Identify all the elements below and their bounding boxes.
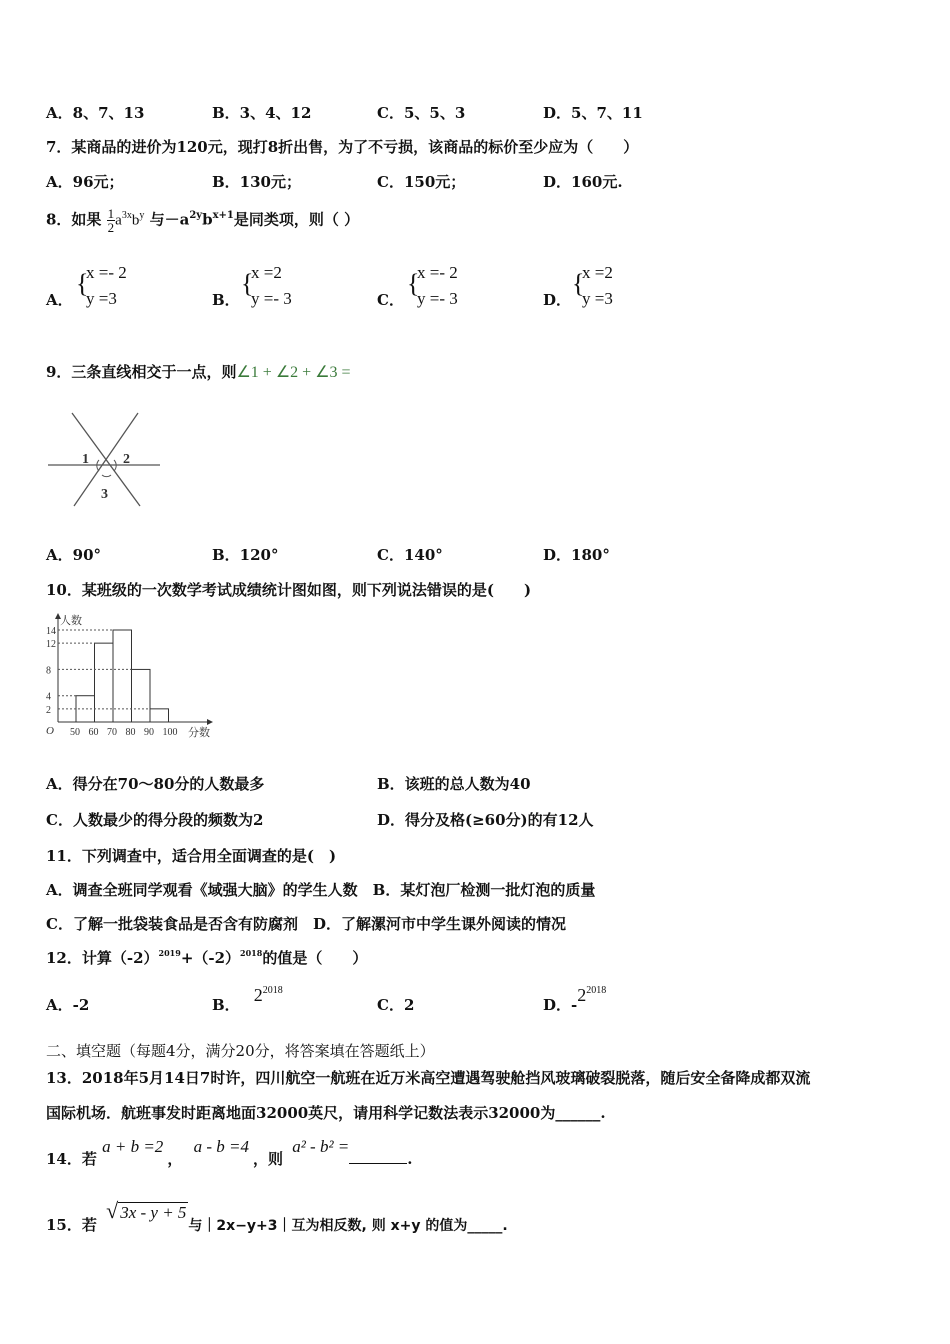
q15-radicand: 3x - y + 5 bbox=[120, 1203, 187, 1222]
y-tick-12: 12 bbox=[46, 639, 56, 651]
q9-label-2: 2 bbox=[123, 452, 130, 467]
q9-label-3: 3 bbox=[101, 487, 108, 502]
q9-angle-expression: ∠1 + ∠2 + ∠3 = bbox=[236, 364, 351, 381]
bar-90-100 bbox=[150, 709, 169, 722]
q6-option-b: B．3、4、12 bbox=[212, 104, 312, 122]
q8-option-a-system: { x =- 2 y =3 bbox=[76, 263, 127, 308]
q8-suffix: 是同类项，则（ ） bbox=[233, 210, 360, 229]
q13-line2: 国际机场．航班事发时距离地面32000英尺，请用科学记数法表示32000为______. bbox=[46, 1104, 606, 1122]
y-tick-4: 4 bbox=[46, 691, 51, 703]
q10-histogram bbox=[44, 610, 224, 745]
q12-stem-a: 12．计算（-2） bbox=[46, 949, 159, 967]
q8-b-line2: y =- 3 bbox=[251, 289, 292, 308]
q8-term1b: b bbox=[131, 212, 140, 229]
q10-stem: 10．某班级的一次数学考试成绩统计图如图，则下列说法错误的是( ) bbox=[46, 581, 532, 599]
q14-sep: ， bbox=[167, 1150, 183, 1168]
x-axis-label: 分数 bbox=[188, 726, 210, 739]
origin-label: O bbox=[46, 725, 54, 737]
q12-b-label: B． bbox=[212, 996, 240, 1014]
x-tick-70: 70 bbox=[107, 727, 117, 738]
q8-option-b-system: { x =2 y =- 3 bbox=[241, 263, 292, 308]
q10-option-d: D．得分及格(≥60分)的有12人 bbox=[377, 811, 594, 829]
x-tick-50: 50 bbox=[70, 727, 80, 738]
q10-option-b: B．该班的总人数为40 bbox=[377, 775, 531, 793]
q9-angle-arc-3 bbox=[102, 475, 111, 477]
q12-option-b bbox=[212, 985, 283, 1014]
q12-b-exp: 2018 bbox=[262, 985, 283, 996]
x-tick-100: 100 bbox=[162, 727, 178, 738]
q8-prefix: 8．如果 bbox=[46, 210, 102, 229]
q12-stem-b: +（-2） bbox=[180, 949, 241, 967]
y-tick-2: 2 bbox=[46, 704, 51, 716]
q9-stem bbox=[46, 361, 351, 382]
q9-label-1: 1 bbox=[82, 452, 89, 467]
q8-d-line2: y =3 bbox=[582, 289, 613, 308]
q15-suffix: 与｜2x−y+3｜互为相反数, 则 x+y 的值为_____. bbox=[188, 1218, 508, 1234]
q9-option-a: A．90° bbox=[46, 546, 102, 564]
q6-option-a: A．8、7、13 bbox=[46, 104, 145, 122]
q8-stem bbox=[46, 207, 359, 234]
q15-radical-sign: √ bbox=[106, 1198, 119, 1223]
q6-option-d: D．5、7、11 bbox=[543, 104, 643, 122]
q8-term1b-exp: y bbox=[139, 209, 145, 221]
q15-prefix: 15．若 bbox=[46, 1216, 97, 1234]
q8-option-b-label: B． bbox=[212, 291, 240, 309]
x-tick-90: 90 bbox=[144, 727, 154, 738]
q8-term2-exp: 2y bbox=[189, 209, 203, 221]
q14-stem bbox=[46, 1136, 413, 1168]
q12-stem bbox=[46, 947, 367, 968]
bar-80-90 bbox=[132, 669, 151, 722]
q12-d-label: D．- bbox=[543, 996, 578, 1014]
q7-option-c: C．150元； bbox=[377, 173, 466, 191]
q7-option-a: A．96元； bbox=[46, 173, 124, 191]
q12-b-base: 2 bbox=[253, 985, 263, 1005]
q8-b-line1: x =2 bbox=[251, 263, 282, 282]
q13-line1: 13．2018年5月14日7时许，四川航空一航班在近万米高空遭遇驾驶舱挡风玻璃破裂脱落，随后安全备降成都双流 bbox=[46, 1069, 811, 1087]
q7-option-d: D．160元. bbox=[543, 173, 623, 191]
q8-option-a-label: A． bbox=[46, 291, 73, 309]
bar-70-80 bbox=[113, 630, 132, 722]
q8-term1-exp: 3x bbox=[121, 209, 132, 221]
q8-fraction bbox=[107, 207, 116, 234]
q15-stem bbox=[46, 1198, 508, 1234]
q11-options-line2: C．了解一批袋装食品是否含有防腐剂 D．了解漯河市中学生课外阅读的情况 bbox=[46, 915, 566, 933]
q8-term1: a bbox=[115, 212, 122, 229]
q9-option-c: C．140° bbox=[377, 546, 443, 564]
q14-expression: a² - b² = bbox=[292, 1137, 350, 1156]
q10-option-a: A．得分在70～80分的人数最多 bbox=[46, 775, 265, 793]
q11-stem: 11．下列调查中，适合用全面调查的是( ) bbox=[46, 847, 337, 865]
x-tick-60: 60 bbox=[88, 727, 99, 738]
q8-d-line1: x =2 bbox=[582, 263, 613, 282]
q12-d-base: 2 bbox=[577, 985, 587, 1005]
q14-end: . bbox=[407, 1150, 413, 1168]
bar-60-70 bbox=[95, 643, 114, 722]
x-tick-80: 80 bbox=[125, 727, 136, 738]
q9-option-d: D．180° bbox=[543, 546, 610, 564]
q12-option-d bbox=[543, 985, 607, 1014]
q9-option-b: B．120° bbox=[212, 546, 279, 564]
q14-eq2: a - b =4 bbox=[193, 1137, 249, 1156]
q7-stem: 7．某商品的进价为120元，现打8折出售，为了不亏损，该商品的标价至少应为（ ） bbox=[46, 138, 639, 156]
q8-frac-den: 2 bbox=[107, 220, 115, 235]
q8-option-c-system: { x =- 2 y =- 3 bbox=[407, 263, 458, 308]
q8-a-line1: x =- 2 bbox=[86, 263, 127, 282]
q12-option-c: C．2 bbox=[377, 996, 415, 1014]
q10-option-c: C．人数最少的得分段的频数为2 bbox=[46, 811, 264, 829]
q12-stem-c: 的值是（ ） bbox=[262, 949, 368, 967]
q8-frac-num: 1 bbox=[107, 206, 115, 221]
q6-option-c: C．5、5、3 bbox=[377, 104, 466, 122]
q8-c-line1: x =- 2 bbox=[417, 263, 458, 282]
q8-option-d-system: { x =2 y =3 bbox=[572, 263, 613, 308]
y-axis-label: 人数 bbox=[60, 614, 82, 627]
q8-c-line2: y =- 3 bbox=[417, 289, 458, 308]
q8-a-line2: y =3 bbox=[86, 289, 117, 308]
q14-answer-blank[interactable] bbox=[349, 1163, 407, 1164]
section2-heading: 二、填空题（每题4分，满分20分，将答案填在答题纸上） bbox=[46, 1042, 435, 1060]
q8-option-d-label: D． bbox=[543, 291, 572, 309]
q8-term2b: b bbox=[202, 210, 213, 229]
q12-option-a: A．-2 bbox=[46, 996, 90, 1014]
q8-option-c-label: C． bbox=[377, 291, 404, 309]
q14-prefix: 14．若 bbox=[46, 1150, 97, 1168]
q14-eq1: a + b =2 bbox=[102, 1137, 164, 1156]
y-tick-14: 14 bbox=[46, 626, 56, 637]
q12-exp1: 2019 bbox=[158, 948, 181, 958]
y-tick-8: 8 bbox=[46, 665, 51, 677]
q12-d-exp: 2018 bbox=[586, 985, 607, 996]
q8-mid: 与－a bbox=[149, 210, 190, 229]
q8-term2b-exp: x+1 bbox=[212, 209, 234, 221]
q14-then: ，则 bbox=[252, 1150, 283, 1168]
q7-option-b: B．130元； bbox=[212, 173, 301, 191]
q9-lines-figure bbox=[44, 408, 164, 508]
q11-options-line1: A．调查全班同学观看《域强大脑》的学生人数 B．某灯泡厂检测一批灯泡的质量 bbox=[46, 881, 596, 899]
q9-stem-text: 9．三条直线相交于一点，则 bbox=[46, 363, 237, 381]
q12-exp2: 2018 bbox=[240, 948, 263, 958]
